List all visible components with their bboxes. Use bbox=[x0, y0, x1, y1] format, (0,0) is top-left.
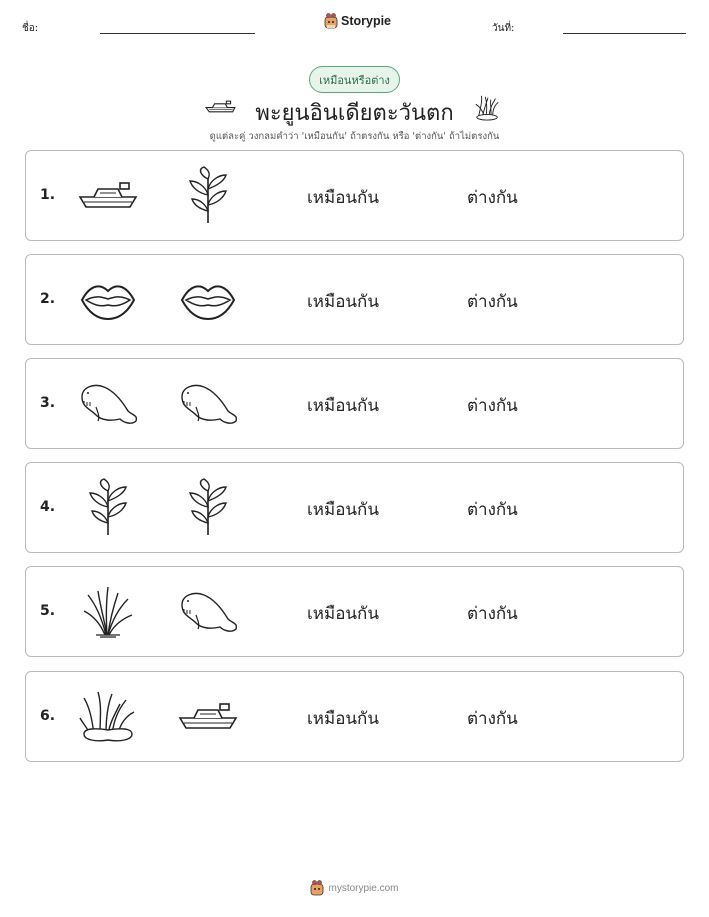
footer bbox=[0, 880, 709, 896]
row-number: 4. bbox=[40, 499, 56, 515]
brand-name: Storypie bbox=[341, 14, 392, 28]
date-label: วันที่: bbox=[492, 23, 515, 34]
page-title: พะยูนอินเดียตะวันตก bbox=[255, 101, 454, 126]
exercise-row-6 bbox=[25, 671, 684, 762]
row-number: 2. bbox=[40, 291, 56, 307]
exercise-row-2 bbox=[25, 254, 684, 345]
boat-icon bbox=[178, 688, 238, 746]
footer-site-link[interactable]: mystorypie.com bbox=[328, 882, 399, 894]
different-option[interactable]: ต่างกัน bbox=[467, 292, 518, 312]
different-option[interactable]: ต่างกัน bbox=[467, 604, 518, 624]
lips-icon bbox=[178, 271, 238, 329]
leaf-icon bbox=[78, 479, 138, 537]
instructions: ดูแต่ละคู่ วงกลมคำว่า 'เหมือนกัน' ถ้าตรงกัน หรือ 'ต่างกัน' ถ้าไม่ตรงกัน bbox=[209, 131, 500, 142]
same-option[interactable]: เหมือนกัน bbox=[307, 188, 379, 208]
exercise-row-1 bbox=[25, 150, 684, 241]
row-number: 5. bbox=[40, 603, 56, 619]
same-option[interactable]: เหมือนกัน bbox=[307, 604, 379, 624]
same-option[interactable]: เหมือนกัน bbox=[307, 396, 379, 416]
brand-logo bbox=[324, 13, 391, 29]
storypie-mascot-icon bbox=[324, 13, 338, 29]
different-option[interactable]: ต่างกัน bbox=[467, 396, 518, 416]
name-label: ชื่อ: bbox=[22, 23, 39, 34]
storypie-mascot-icon bbox=[310, 880, 324, 896]
row-number: 3. bbox=[40, 395, 56, 411]
row-number: 1. bbox=[40, 187, 56, 203]
lips-icon bbox=[78, 271, 138, 329]
same-option[interactable]: เหมือนกัน bbox=[307, 500, 379, 520]
manatee-icon bbox=[178, 375, 238, 433]
different-option[interactable]: ต่างกัน bbox=[467, 709, 518, 729]
different-option[interactable]: ต่างกัน bbox=[467, 188, 518, 208]
grass-icon bbox=[78, 583, 138, 641]
date-field[interactable] bbox=[563, 33, 686, 34]
leaf-icon bbox=[178, 167, 238, 225]
grass-icon bbox=[78, 688, 138, 746]
manatee-icon bbox=[178, 583, 238, 641]
same-option[interactable]: เหมือนกัน bbox=[307, 709, 379, 729]
worksheet-type-badge: เหมือนหรือต่าง bbox=[309, 66, 400, 93]
name-field[interactable] bbox=[100, 33, 255, 34]
leaf-icon bbox=[178, 479, 238, 537]
same-option[interactable]: เหมือนกัน bbox=[307, 292, 379, 312]
grass-icon bbox=[474, 93, 502, 121]
different-option[interactable]: ต่างกัน bbox=[467, 500, 518, 520]
manatee-icon bbox=[78, 375, 138, 433]
row-number: 6. bbox=[40, 708, 56, 724]
exercise-row-5 bbox=[25, 566, 684, 657]
boat-icon bbox=[78, 167, 138, 225]
exercise-row-4 bbox=[25, 462, 684, 553]
exercise-row-3 bbox=[25, 358, 684, 449]
